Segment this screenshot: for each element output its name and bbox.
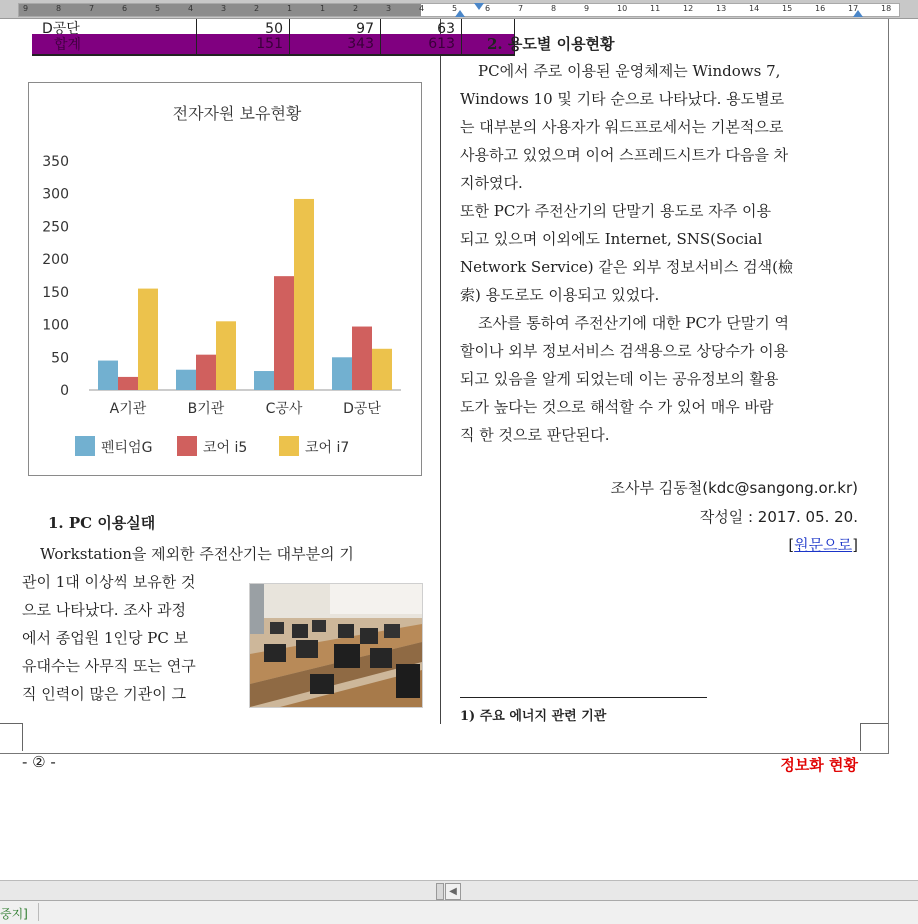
body-line: 조사를 통하여 주전산기에 대한 PC가 단말기 역	[478, 314, 789, 332]
data-table	[32, 19, 515, 56]
section-1-heading: 1. PC 이용실태	[48, 514, 156, 532]
y-tick-label: 200	[42, 252, 69, 269]
ruler-number: 6	[485, 4, 491, 13]
chart-title: 전자자원 보유현황	[172, 104, 302, 123]
section-2-body	[460, 57, 858, 449]
status-bar	[0, 900, 918, 924]
author-line: 조사부 김동철(kdc@sangong.or.kr)	[610, 479, 858, 497]
chart-bar	[98, 361, 118, 390]
ruler-number: 18	[881, 4, 892, 13]
right-indent-marker-icon[interactable]	[853, 10, 863, 17]
ruler-number: 5	[452, 4, 458, 13]
footer-title: 정보화 현황	[780, 756, 858, 774]
body-line: 할이나 외부 정보서비스 검색용으로 상당수가 이용	[460, 342, 789, 360]
chart-bar	[274, 276, 294, 390]
chart-bar	[254, 371, 274, 390]
horizontal-scrollbar[interactable]	[0, 880, 918, 901]
bar-chart[interactable]	[28, 82, 422, 476]
y-tick-label: 50	[51, 350, 69, 367]
ruler-number: 8	[551, 4, 557, 13]
body-line: 는 대부분의 사용자가 워드프로세서는 기본적으로	[460, 118, 784, 136]
body-line: PC에서 주로 이용된 운영체제는 Windows 7,	[478, 62, 781, 80]
body-line: 지하였다.	[460, 174, 523, 192]
first-line-indent-marker-icon[interactable]	[474, 3, 484, 10]
ruler-number: 1	[320, 4, 326, 13]
original-link[interactable]: 원문으로	[794, 536, 853, 554]
body-line: 관이 1대 이상씩 보유한 것	[22, 573, 196, 591]
bracket-close: ]	[852, 536, 858, 554]
ruler-number: 2	[254, 4, 260, 13]
body-line: 유대수는 사무직 또는 연구	[22, 657, 196, 675]
table-cell: 613	[381, 34, 462, 55]
table-cell: 63	[381, 19, 462, 34]
body-line: 사용하고 있었으며 이어 스프레드시트가 다음을 차	[460, 146, 789, 164]
ruler-number: 14	[749, 4, 760, 13]
x-tick-label: C공사	[265, 401, 303, 417]
ruler-number: 3	[386, 4, 392, 13]
body-line: 되고 있으며 이외에도 Internet, SNS(Social	[460, 230, 763, 248]
table-cell: 50	[197, 19, 290, 34]
chart-bar	[196, 355, 216, 390]
ruler-number: 5	[155, 4, 161, 13]
body-line: 되고 있음을 알게 되었는데 이는 공유정보의 활용	[460, 370, 779, 388]
ruler-number: 12	[683, 4, 694, 13]
ruler-number: 17	[848, 4, 859, 13]
section-2-heading: 2. 용도별 이용현황	[487, 35, 615, 53]
ruler-number: 10	[617, 4, 628, 13]
legend-label: 펜티엄G	[101, 440, 153, 456]
ruler-number: 4	[188, 4, 194, 13]
chart-canvas	[29, 83, 421, 475]
legend-swatch	[177, 436, 197, 456]
chart-bar	[352, 327, 372, 390]
left-indent-marker-icon[interactable]	[455, 10, 465, 17]
ruler-number: 15	[782, 4, 793, 13]
table-cell: 343	[290, 34, 381, 55]
body-line: 또한 PC가 주전산기의 단말기 용도로 자주 이용	[460, 202, 771, 220]
y-tick-label: 350	[42, 154, 69, 170]
section-1-wrap-text	[22, 568, 238, 708]
table-cell: 97	[290, 19, 381, 34]
y-tick-label: 150	[42, 284, 69, 301]
chart-bar	[372, 349, 392, 390]
ruler-number: 7	[89, 4, 95, 13]
y-tick-label: 100	[42, 317, 69, 334]
y-tick-label: 0	[60, 383, 69, 399]
scroll-left-arrow-icon[interactable]: ◀	[445, 883, 461, 900]
ruler-number: 3	[221, 4, 227, 13]
body-line: 으로 나타났다. 조사 과정	[22, 601, 186, 619]
legend-label: 코어 i7	[305, 440, 350, 456]
original-link-line	[788, 534, 858, 555]
table-cell: 151	[197, 34, 290, 55]
ruler-number: 16	[815, 4, 826, 13]
legend-label: 코어 i5	[203, 440, 248, 456]
ruler-margin-left	[19, 4, 421, 16]
ruler-number: 13	[716, 4, 727, 13]
section-1-body	[22, 540, 420, 568]
crop-mark	[860, 723, 888, 724]
status-separator	[38, 903, 39, 921]
body-line: 에서 종업원 1인당 PC 보	[22, 629, 189, 647]
legend-swatch	[75, 436, 95, 456]
footnote-separator	[460, 697, 707, 698]
y-tick-label: 250	[42, 219, 69, 236]
table-row	[32, 19, 515, 34]
ruler-number: 11	[650, 4, 661, 13]
status-text: 중지]	[0, 907, 28, 921]
crop-mark	[0, 723, 22, 724]
split-handle[interactable]	[436, 883, 444, 900]
body-line: Workstation을 제외한 주전산기는 대부분의 기	[40, 545, 354, 563]
chart-bar	[216, 321, 236, 390]
x-tick-label: B기관	[187, 401, 225, 417]
column-divider	[440, 19, 441, 724]
chart-bar	[176, 370, 196, 390]
date-line: 작성일 : 2017. 05. 20.	[699, 508, 858, 526]
computer-lab-photo	[249, 583, 423, 708]
crop-mark	[22, 723, 23, 751]
table-cell: D공단	[32, 19, 197, 34]
table-row-total	[32, 34, 515, 55]
table-cell	[462, 19, 515, 34]
ruler-number: 8	[56, 4, 62, 13]
ruler-number: 2	[353, 4, 359, 13]
footnote: 1) 주요 에너지 관련 기관	[460, 709, 607, 724]
body-line: 직 인력이 많은 기관이 그	[22, 685, 186, 703]
x-tick-label: A기관	[109, 401, 147, 417]
x-tick-label: D공단	[343, 401, 381, 417]
bracket-open: [	[788, 536, 795, 554]
chart-bar	[294, 199, 314, 390]
page-number: - ② -	[22, 753, 56, 771]
chart-bar	[118, 377, 138, 390]
y-tick-label: 300	[42, 186, 69, 203]
ruler-number: 6	[122, 4, 128, 13]
ruler-number: 9	[584, 4, 590, 13]
chart-bar	[138, 289, 158, 390]
body-line: 索) 용도로도 이용되고 있었다.	[460, 286, 660, 304]
ruler-number: 4	[419, 4, 425, 13]
body-line: 직 한 것으로 판단된다.	[460, 426, 610, 444]
ruler-number: 7	[518, 4, 524, 13]
body-line: Network Service) 같은 외부 정보서비스 검색(檢	[460, 258, 793, 276]
crop-mark	[860, 723, 861, 751]
body-line: Windows 10 및 기타 순으로 나타났다. 용도별로	[460, 90, 785, 108]
chart-bar	[332, 357, 352, 390]
legend-swatch	[279, 436, 299, 456]
body-line: 도가 높다는 것으로 해석할 수 가 있어 매우 바람	[460, 398, 774, 416]
ruler-number: 9	[23, 4, 29, 13]
table-cell: 합계	[32, 34, 197, 55]
horizontal-ruler[interactable]	[0, 0, 918, 19]
ruler-number: 1	[287, 4, 293, 13]
